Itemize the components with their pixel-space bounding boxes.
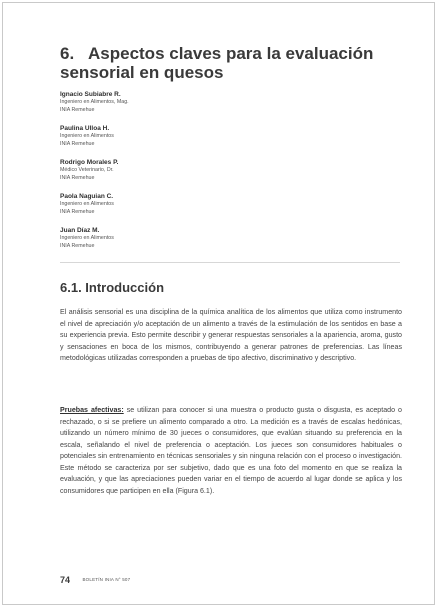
author-name: Paola Naguian C. xyxy=(60,193,114,200)
section-heading: 6.1. Introducción xyxy=(60,280,165,295)
author-name: Juan Díaz M. xyxy=(60,227,100,234)
author-entry xyxy=(60,124,360,148)
affective-tests-lead: Pruebas afectivas: xyxy=(60,406,124,414)
author-entry xyxy=(60,158,360,182)
author-credential: Ingeniero en Alimentos xyxy=(60,133,114,139)
author-entry xyxy=(60,90,360,114)
intro-paragraph: El análisis sensorial es una disciplina de la química analítica de los alimentos que utiliza como instrumento el nivel de apreciación y/o aceptación de un alimento a través de la estimulación de los sentidos en base a su experiencia previa. Esto permite describir y generar respuestas sensoriales a la apariencia, aroma, gusto y sensaciones en boca de los mismos, contribuyendo a generar patrones de preferencias. Las líneas metodológicas utilizadas corresponden a pruebas de tipo afectivo, discriminativo y descriptivo. xyxy=(60,308,402,363)
author-name: Paulina Ulloa H. xyxy=(60,125,110,132)
author-name: Ignacio Subiabre R. xyxy=(60,91,121,98)
chapter-number: 6. xyxy=(60,44,75,63)
author-name: Rodrigo Morales P. xyxy=(60,159,119,166)
author-entry xyxy=(60,226,360,250)
author-affiliation: INIA Remehue xyxy=(60,174,95,181)
author-entry xyxy=(60,192,360,216)
author-affiliation: INIA Remehue xyxy=(60,106,95,113)
affective-tests-paragraph xyxy=(60,405,402,497)
publication-name: BOLETÍN INIA N° 507 xyxy=(82,577,131,582)
author-affiliation: INIA Remehue xyxy=(60,140,95,147)
author-affiliation: INIA Remehue xyxy=(60,208,95,215)
section-divider xyxy=(60,262,400,263)
author-credential: Ingeniero en Alimentos, Mag. xyxy=(60,99,129,105)
page-footer xyxy=(60,570,130,588)
affective-tests-body: se utilizan para conocer si una muestra o producto gusta o disgusta, es aceptado o rechazado, o si se prefiere un alimento comparado a otro. La medición es a través de escalas hedónicas, utilizando un número mínimo de 30 jueces o consumidores, que evalúan situando su preferencia en la escala, señalando el nivel de preferencia o aceptación. Los jueces son consumidores habituales o potenciales sin entrenamiento en técnicas sensoriales y sin ninguna relación con el proceso o investigación. Este método se caracteriza por ser subjetivo, dado que es una foto del momento en que se realiza la evaluación, y que las apreciaciones pueden variar en el tiempo de acuerdo al lugar donde se aplica y los consumidores que participen en ella (Figura 6.1). xyxy=(60,406,402,495)
chapter-title xyxy=(60,44,405,82)
author-list xyxy=(60,90,360,260)
page-number: 74 xyxy=(60,575,71,585)
author-credential: Ingeniero en Alimentos xyxy=(60,235,114,241)
author-credential: Médico Veterinario, Dr. xyxy=(60,167,114,173)
chapter-title-text: Aspectos claves para la evaluación sensorial en quesos xyxy=(60,44,374,82)
author-credential: Ingeniero en Alimentos xyxy=(60,201,114,207)
author-affiliation: INIA Remehue xyxy=(60,242,95,249)
